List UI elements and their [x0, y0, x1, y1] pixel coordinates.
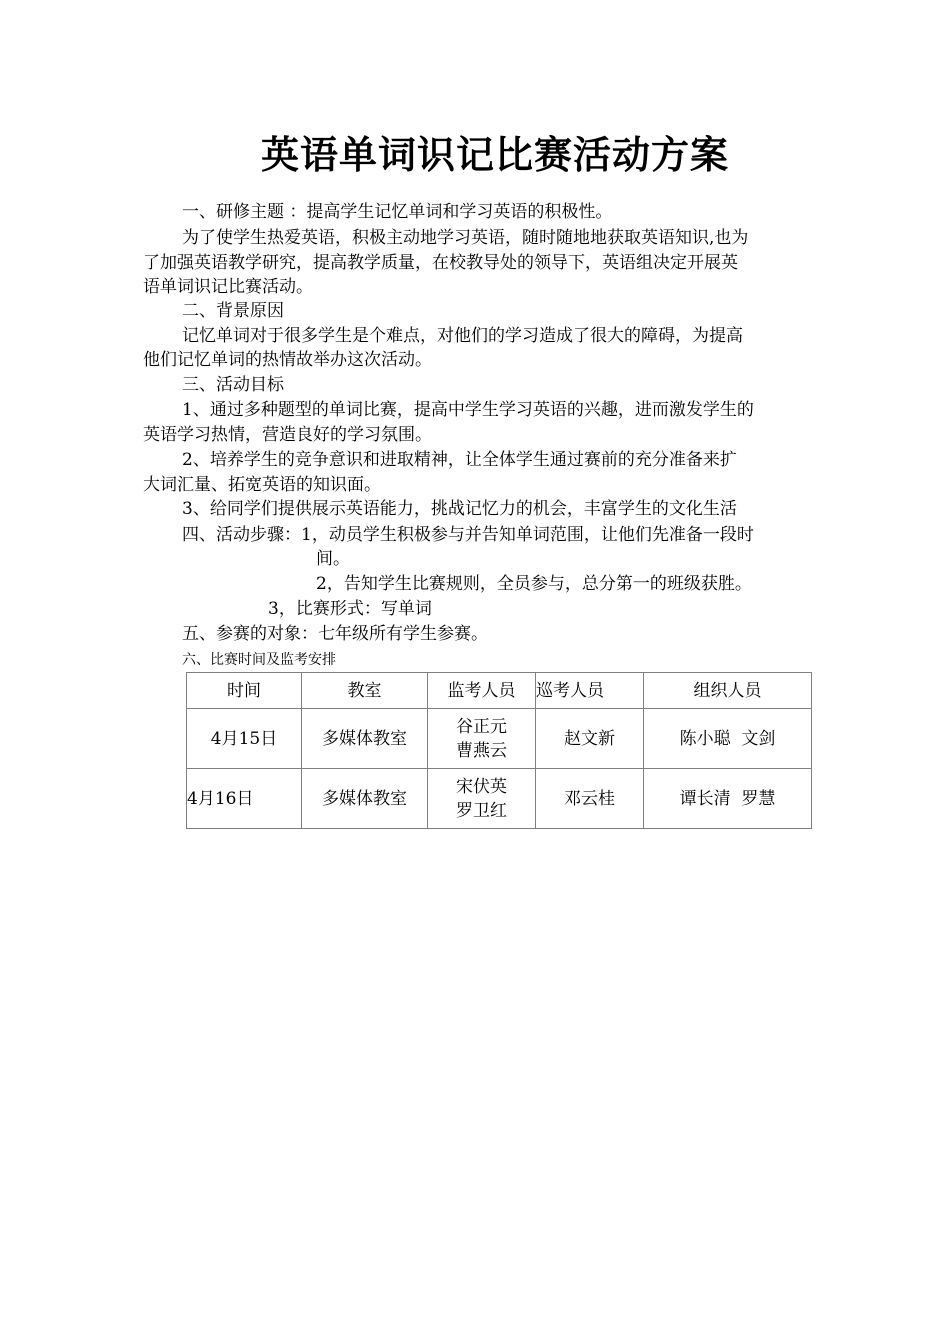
document-title: 英语单词识记比赛活动方案 — [260, 132, 729, 177]
section-4-step-2: 2，告知学生比赛规则，全员参与，总分第一的班级获胜。 — [316, 574, 752, 594]
cell-room: 多媒体教室 — [302, 709, 428, 769]
section-4-step-1: 四、活动步骤：1，动员学生积极参与并告知单词范围，让他们先准备一段时 — [182, 525, 754, 545]
cell-patrol: 邓云桂 — [536, 769, 644, 829]
section-1-heading: 一、研修主题 ：提高学生记忆单词和学习英语的积极性。 — [182, 202, 613, 222]
proctor-name: 谷正元 — [456, 716, 507, 737]
header-room: 教室 — [302, 673, 428, 709]
header-patrol: 巡考人员 — [536, 673, 644, 709]
header-proctor: 监考人员 — [428, 673, 536, 709]
schedule-table — [186, 672, 812, 829]
section-6-heading: 六、比赛时间及监考安排 — [182, 652, 336, 668]
goal-1-line-1: 1、通过多种题型的单词比赛，提高中学生学习英语的兴趣，进而激发学生的 — [182, 400, 754, 420]
cell-organizer: 谭长清 罗慧 — [644, 769, 812, 829]
table-row — [187, 709, 812, 769]
section-5: 五、参赛的对象：七年级所有学生参赛。 — [182, 624, 488, 644]
section-3-heading: 三、活动目标 — [182, 375, 284, 395]
goal-2-line-1: 2、培养学生的竞争意识和进取精神，让全体学生通过赛前的充分准备来扩 — [182, 450, 737, 470]
paragraph-1-line-1: 为了使学生热爱英语，积极主动地学习英语，随时随地地获取英语知识,也为 — [182, 228, 749, 248]
proctor-name: 曹燕云 — [456, 740, 507, 761]
paragraph-2-line-2: 他们记忆单词的热情故举办这次活动。 — [143, 350, 432, 370]
section-2-heading: 二、背景原因 — [182, 301, 284, 321]
cell-proctor — [428, 769, 536, 829]
cell-patrol: 赵文新 — [536, 709, 644, 769]
cell-time: 4月15日 — [187, 709, 302, 769]
goal-3: 3、给同学们提供展示英语能力，挑战记忆力的机会，丰富学生的文化生活 — [182, 499, 737, 519]
proctor-name: 罗卫红 — [456, 800, 507, 821]
section-4-step-3: 3，比赛形式：写单词 — [268, 599, 432, 619]
cell-room: 多媒体教室 — [302, 769, 428, 829]
table-header-row — [187, 673, 812, 709]
header-time: 时间 — [187, 673, 302, 709]
paragraph-2-line-1: 记忆单词对于很多学生是个难点，对他们的学习造成了很大的障碍，为提高 — [182, 326, 743, 346]
proctor-name: 宋伏英 — [456, 776, 507, 797]
table-row — [187, 769, 812, 829]
header-organizer: 组织人员 — [644, 673, 812, 709]
paragraph-1-line-2: 了加强英语教学研究，提高教学质量，在校教导处的领导下，英语组决定开展英 — [143, 253, 738, 273]
paragraph-1-line-3: 语单词识记比赛活动。 — [143, 277, 313, 297]
section-4-step-1-cont: 间。 — [316, 549, 350, 569]
goal-1-line-2: 英语学习热情，营造良好的学习氛围。 — [143, 425, 432, 445]
cell-time: 4月16日 — [187, 769, 302, 829]
cell-proctor — [428, 709, 536, 769]
cell-organizer: 陈小聪 文剑 — [644, 709, 812, 769]
goal-2-line-2: 大词汇量、拓宽英语的知识面。 — [143, 475, 381, 495]
